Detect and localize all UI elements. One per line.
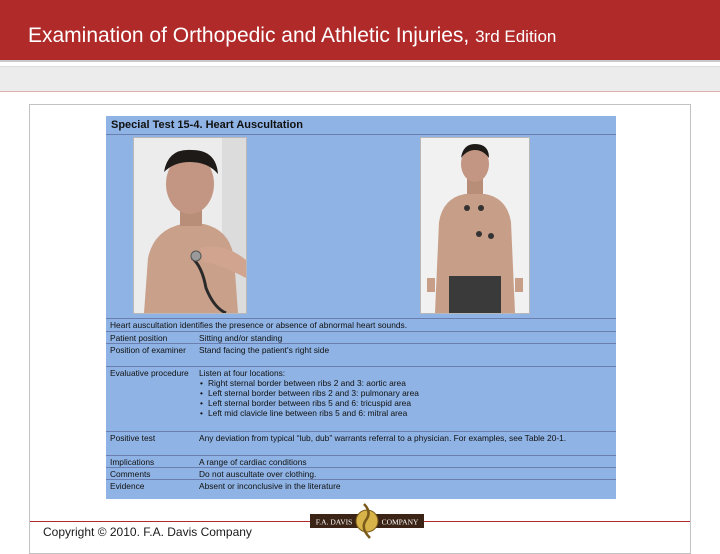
row-label: Implications [110,457,155,467]
examiner-photo [133,137,247,314]
list-item: • Left sternal border between ribs 5 and 6: tricuspid area [199,398,612,408]
row-label: Positive test [110,433,156,443]
table-row [106,479,616,491]
patient-photo [420,137,530,314]
logo-right-text: COMPANY [381,517,419,527]
row-value: Do not auscultate over clothing. [199,469,317,479]
table-row [106,343,616,366]
special-test-card [106,116,616,499]
table-row [106,366,616,431]
publisher-logo [308,500,426,540]
row-label: Evidence [110,481,145,491]
edition-label: 3rd Edition [475,27,557,46]
row-value: Listen at four locations: [199,368,286,378]
card-title: Special Test 15-4. Heart Auscultation [111,119,303,131]
row-value: Stand facing the patient's right side [199,345,330,355]
row-label: Patient position [110,333,168,343]
fa-davis-logo-icon [308,500,426,540]
row-value-block [199,368,612,418]
book-title: Examination of Orthopedic and Athletic Injuries, [28,24,470,47]
table-row [106,431,616,455]
row-label: Position of examiner [110,345,186,355]
intro-row [106,318,616,331]
list-item: • Left mid clavicle line between ribs 5 and 6: mitral area [199,408,612,418]
table-row [106,467,616,479]
copyright-text: Copyright © 2010. F.A. Davis Company [43,525,252,539]
table-row [106,455,616,467]
row-value: Any deviation from typical “lub, dub” warrants referral to a physician. For examples, see Table 20-1. [199,433,567,443]
row-value: Absent or inconclusive in the literature [199,481,341,491]
auscultation-points-illustration [421,138,529,313]
auscultation-photo-illustration [134,138,246,313]
list-item: • Left sternal border between ribs 2 and 3: pulmonary area [199,388,612,398]
row-label: Evaluative procedure [110,368,189,378]
presentation-title [28,24,556,48]
row-label: Comments [110,469,151,479]
list-item: • Right sternal border between ribs 2 and 3: aortic area [199,378,612,388]
row-value: A range of cardiac conditions [199,457,307,467]
title-bar [0,0,720,62]
intro-text: Heart auscultation identifies the presence or absence of abnormal heart sounds. [110,320,408,330]
divider [106,134,616,135]
table-row [106,331,616,343]
row-value: Sitting and/or standing [199,333,283,343]
location-list [199,378,612,418]
subtitle-bar [0,66,720,92]
test-details-table [106,318,616,491]
logo-left-text: F.A. DAVIS [315,517,353,527]
